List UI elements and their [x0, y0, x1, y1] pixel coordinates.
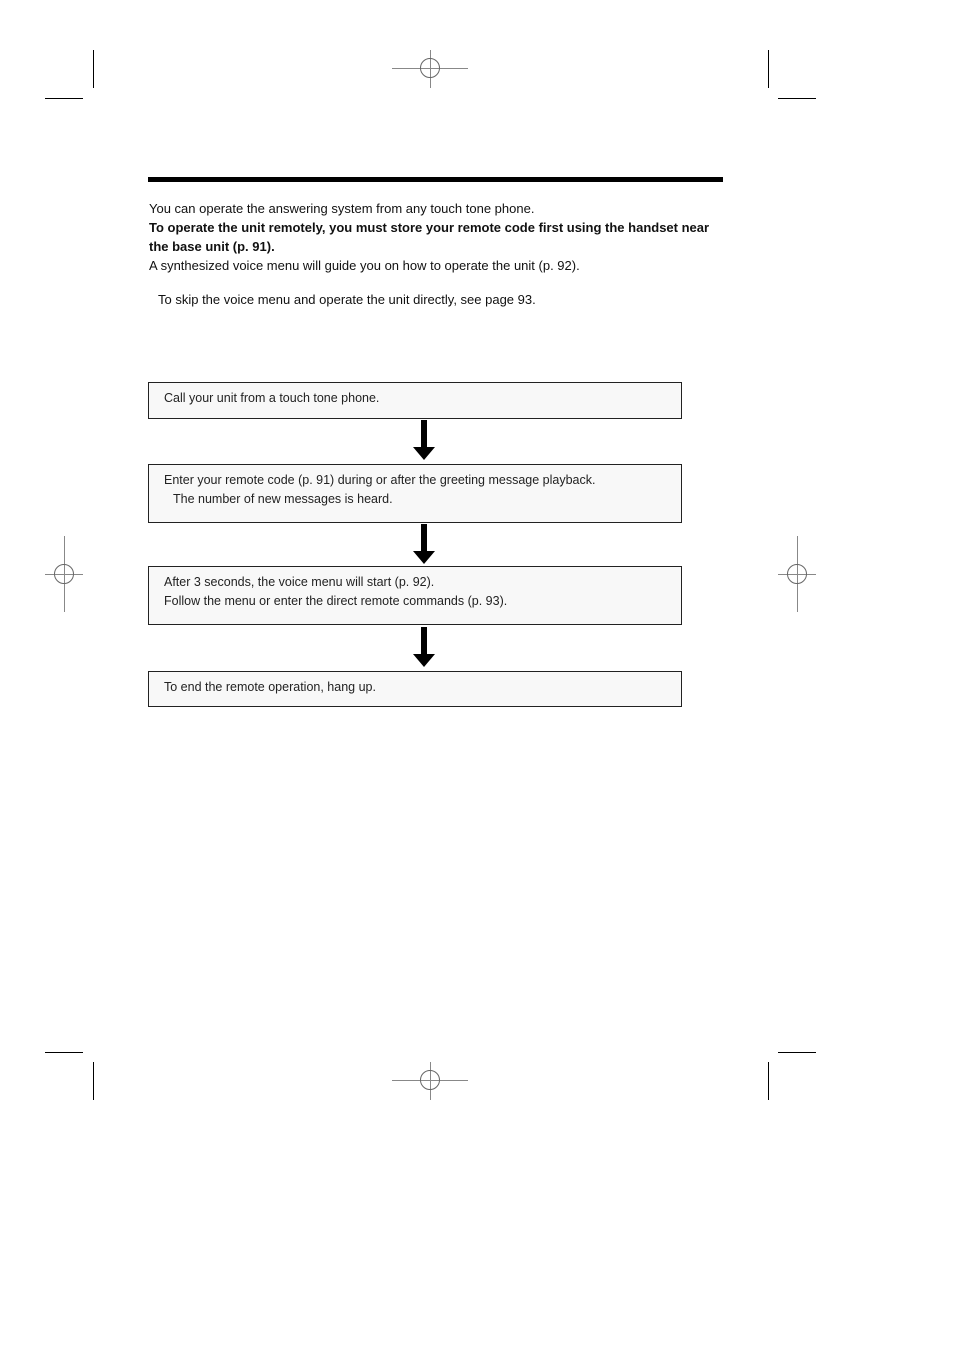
down-arrow-icon — [413, 420, 435, 460]
down-arrow-icon — [413, 524, 435, 564]
intro-text — [149, 199, 729, 275]
crop-mark — [45, 98, 83, 99]
step-text: Follow the menu or enter the direct remote commands (p. 93). — [164, 594, 508, 608]
intro-line: A synthesized voice menu will guide you on how to operate the unit (p. 92). — [149, 258, 580, 273]
step-box — [148, 566, 682, 625]
step-subtext: The number of new messages is heard. — [173, 492, 393, 506]
step-box — [148, 382, 682, 419]
step-text: After 3 seconds, the voice menu will start (p. 92). — [164, 575, 435, 589]
step-box — [148, 464, 682, 523]
down-arrow-icon — [413, 627, 435, 667]
step-text: Enter your remote code (p. 91) during or after the greeting message playback. — [164, 473, 596, 487]
step-text: To end the remote operation, hang up. — [164, 680, 376, 694]
skip-note: To skip the voice menu and operate the unit directly, see page 93. — [158, 292, 536, 307]
crop-mark — [768, 50, 769, 88]
section-rule — [148, 177, 723, 182]
crop-mark — [778, 1052, 816, 1053]
crop-mark — [93, 1062, 94, 1100]
intro-warning: To operate the unit remotely, you must store your remote code first using the handset near the base unit (p. 91). — [149, 220, 710, 254]
crop-mark — [45, 1052, 83, 1053]
intro-line: You can operate the answering system from any touch tone phone. — [149, 201, 535, 216]
crop-mark — [93, 50, 94, 88]
step-box — [148, 671, 682, 707]
step-text: Call your unit from a touch tone phone. — [164, 391, 380, 405]
crop-mark — [778, 98, 816, 99]
crop-mark — [768, 1062, 769, 1100]
